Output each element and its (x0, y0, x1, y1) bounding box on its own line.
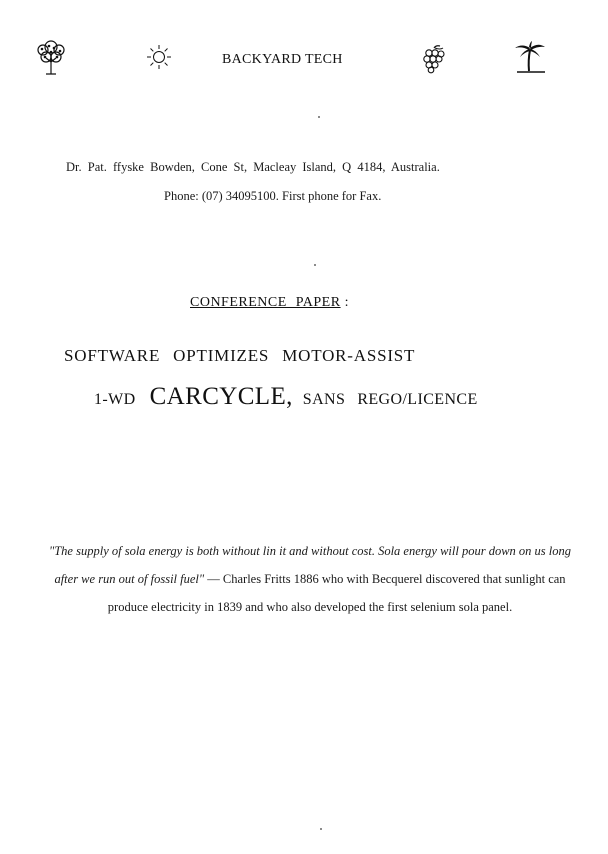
quote-attribution: — Charles Fritts 1886 who with Becquerel discovered that sunlight can produce electricity in 1839 and who also developed the first selenium sola panel. (107, 572, 566, 614)
conference-paper-text: CONFERENCE PAPER (190, 295, 341, 310)
scan-speck (314, 264, 316, 266)
phone-line: Phone: (07) 34095100. First phone for Fax. (164, 189, 382, 203)
title-main-word: CARCYCLE, (149, 383, 293, 410)
address-line: Dr. Pat. ffyske Bowden, Cone St, Macleay Island, Q 4184, Australia. (66, 160, 440, 174)
paper-title-line-1: SOFTWARE OPTIMIZES MOTOR-ASSIST (64, 346, 416, 365)
grapes-icon (420, 44, 446, 74)
tree-icon (34, 40, 68, 76)
title-prefix: 1-WD (94, 391, 136, 408)
palm-tree-icon (512, 40, 548, 76)
sun-icon (146, 44, 172, 70)
title-suffix-rego: REGO/LICENCE (357, 391, 478, 408)
quote-text: "The supply of sola energy is both without lin it and without cost. Sola energy will pour down on us long after we run out of fossil fuel" (48, 544, 572, 586)
scan-speck (318, 116, 320, 118)
quote-paragraph (40, 537, 580, 621)
scan-speck (320, 828, 322, 830)
brand-name: BACKYARD TECH (222, 52, 343, 67)
paper-title-line-2 (94, 383, 478, 411)
title-suffix-sans: SANS (302, 391, 346, 408)
conference-paper-colon: : (340, 295, 349, 310)
conference-paper-label (190, 295, 349, 311)
